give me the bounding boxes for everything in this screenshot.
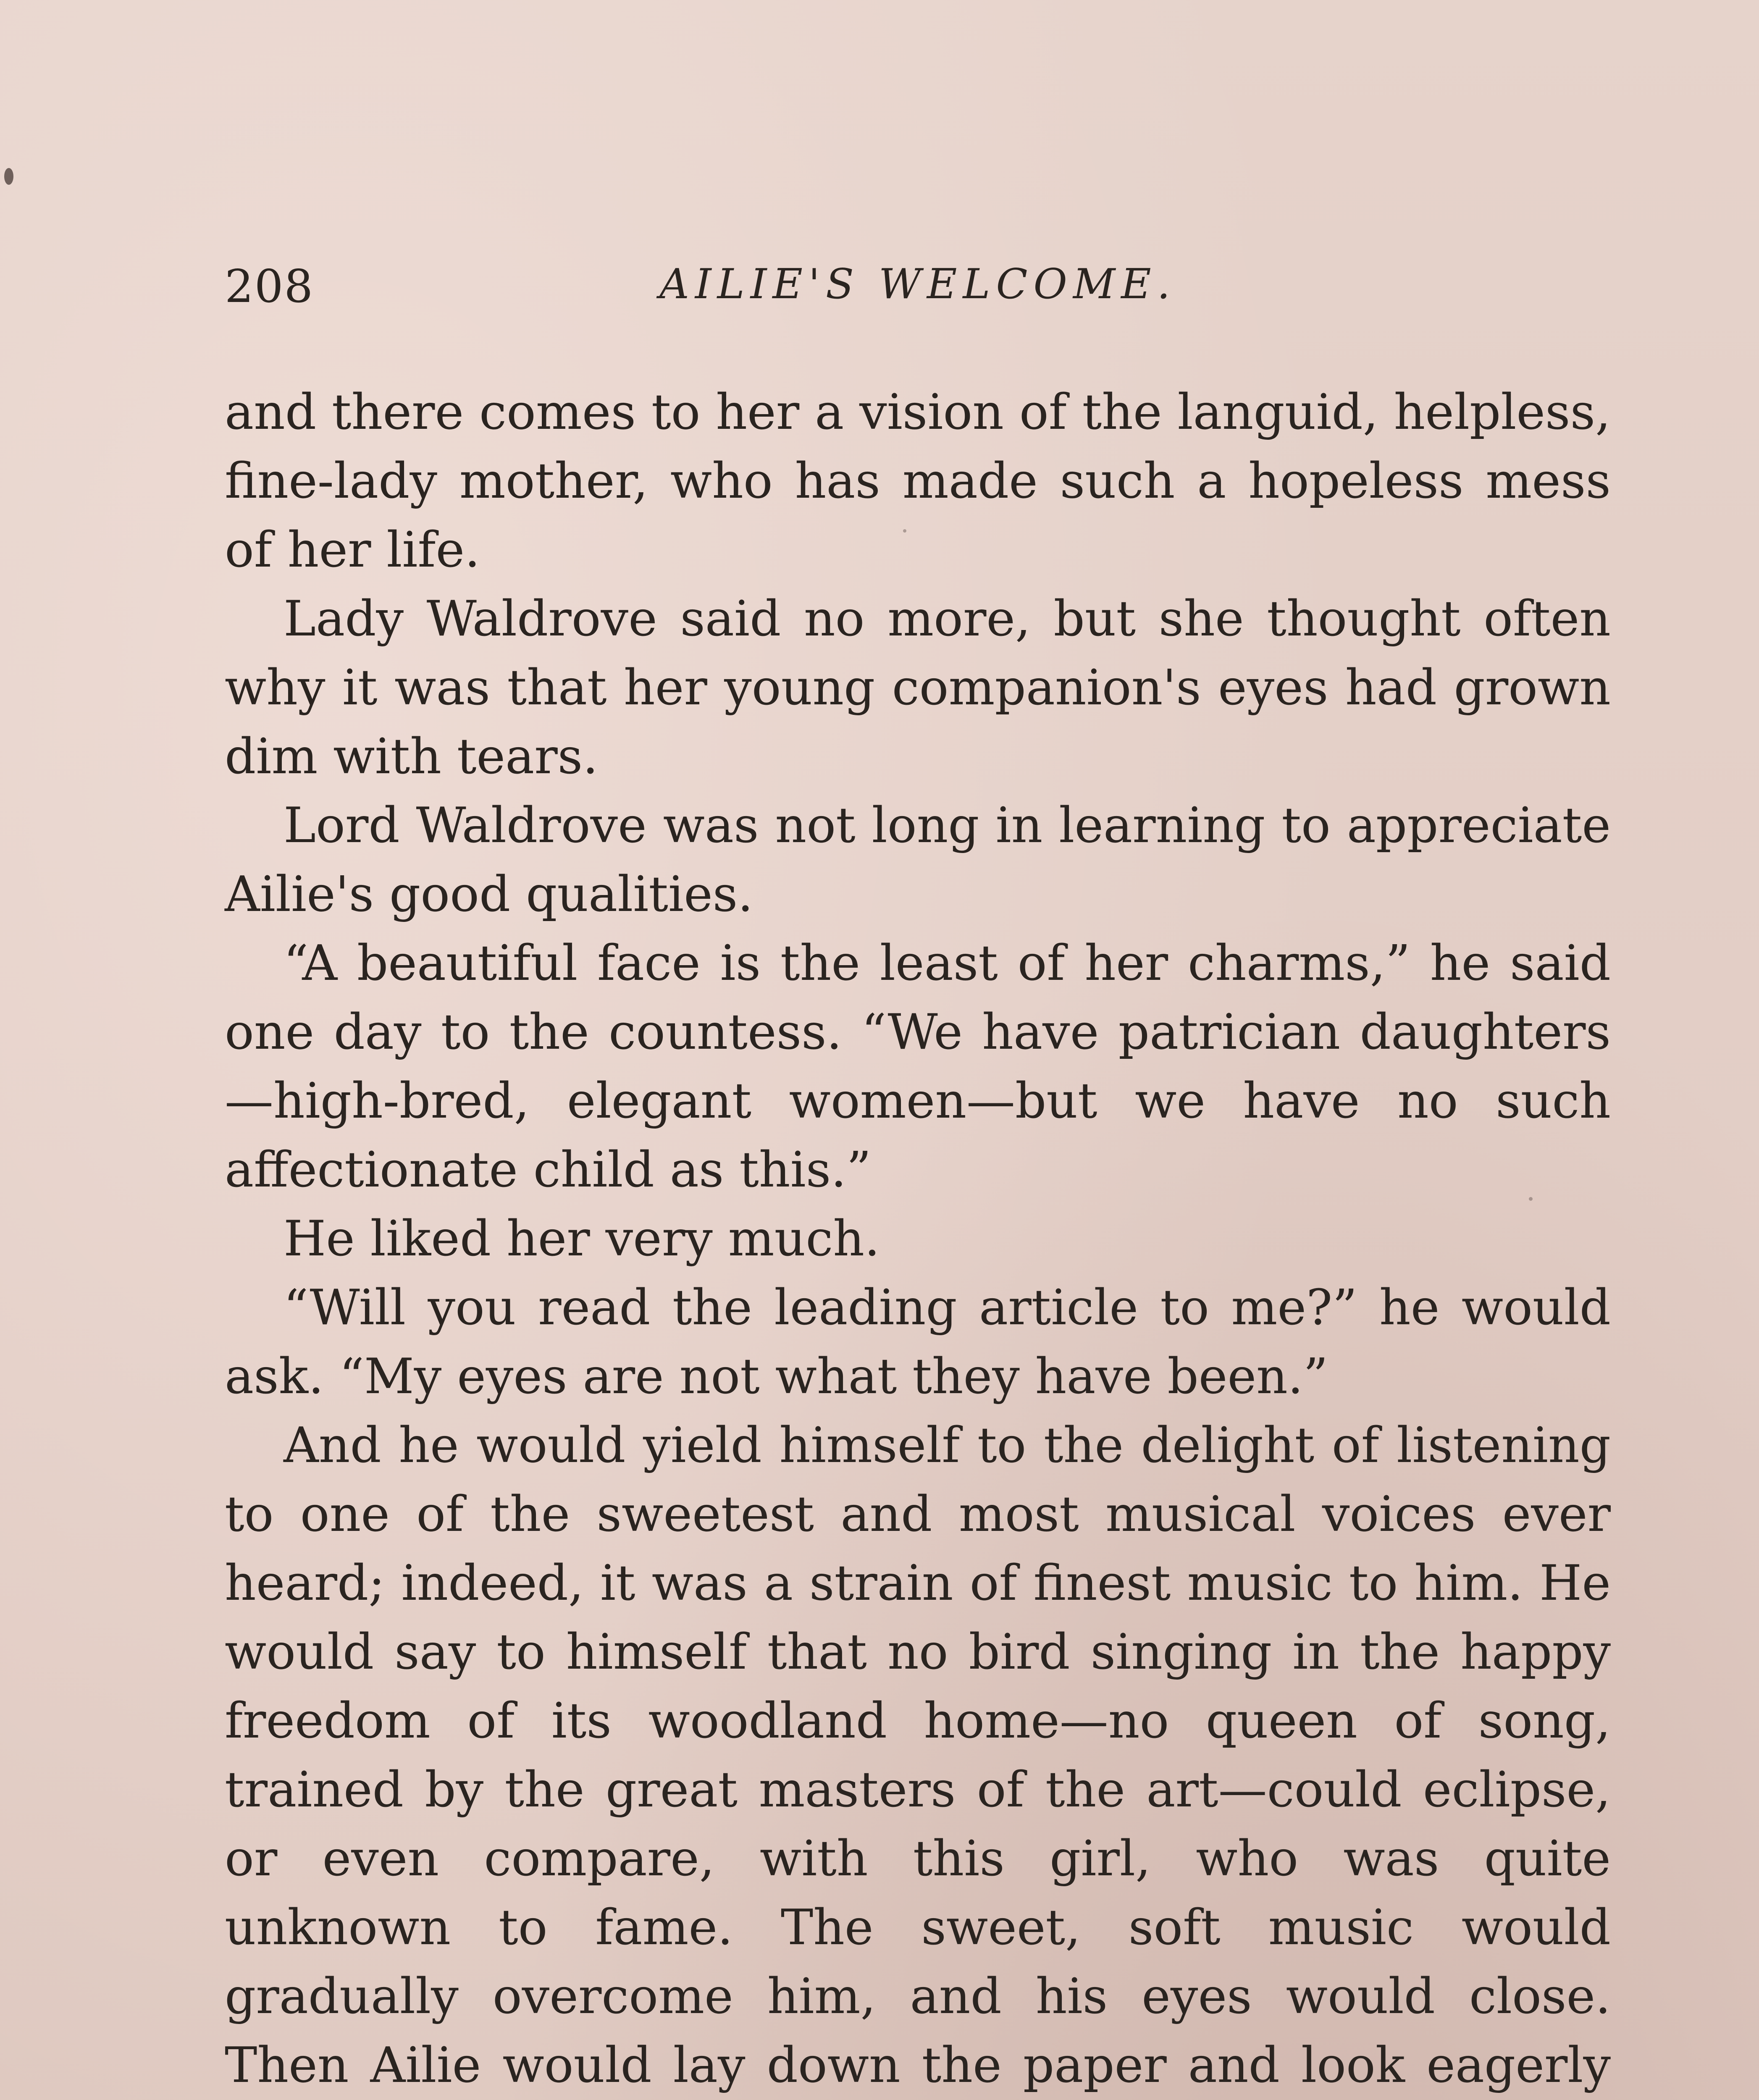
paper-speck xyxy=(4,168,13,185)
page-number: 208 xyxy=(225,260,314,313)
paragraph: “A beautiful face is the least of her charms,” he said one day to the countess. “We have patrician daughters—high-bred, elegant women—but we have no such affectionate child as this.” xyxy=(225,935,1611,1198)
paragraph: And he would yield himself to the delight of listening to one of the sweetest and most musical voices ever heard; indeed, it was a strain of finest music to him. He would say to himself that no bird singing in the happy freedom of its woodland home—no queen of song, trained by the great masters of the art—could eclipse, or even compare, with this girl, who was quite unknown to fame. The sweet, soft music would gradually overcome him, and his eyes would close. Then Ailie would lay down the paper and look eagerly xyxy=(225,1417,1611,2094)
running-title: AILIE'S WELCOME. xyxy=(659,260,1176,308)
paper-speck xyxy=(1529,1197,1533,1201)
page-header xyxy=(225,252,1611,336)
paragraph: He liked her very much. xyxy=(284,1210,880,1267)
paragraph: Lord Waldrove was not long in learning to appreciate Ailie's good qualities. xyxy=(225,797,1611,923)
paragraph: “Will you read the leading article to me?” he would ask. “My eyes are not what they have been.” xyxy=(225,1279,1611,1405)
body-text xyxy=(225,378,1611,2100)
paper-speck xyxy=(903,529,906,533)
paragraph: Lady Waldrove said no more, but she thought often why it was that her young companion's eyes had grown dim with tears. xyxy=(225,591,1611,785)
paragraph: and there comes to her a vision of the languid, helpless, fine-lady mother, who has made such a hopeless mess of her life. xyxy=(225,384,1611,578)
